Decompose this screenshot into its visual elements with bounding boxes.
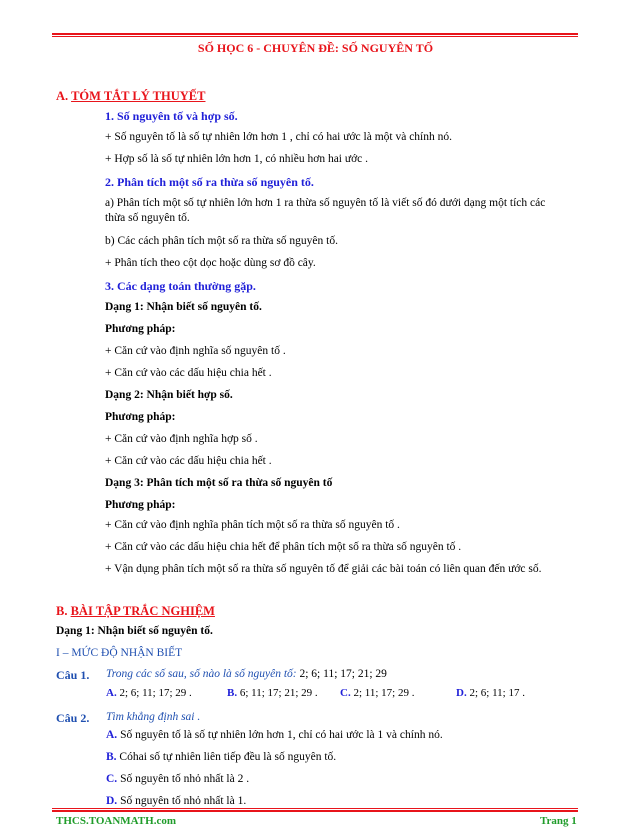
- line-3b: thừa số nguyên tố.: [105, 212, 190, 224]
- line-5: + Phân tích theo cột dọc hoặc dùng sơ đồ cây.: [105, 257, 316, 269]
- method-3-label: Phương pháp:: [105, 499, 176, 511]
- question-1-list: 2; 6; 11; 17; 21; 29: [299, 668, 387, 680]
- option-text: Số nguyên tố nhỏ nhất là 2 .: [120, 773, 250, 785]
- section-b-title: BÀI TẬP TRẮC NGHIỆM: [70, 604, 215, 618]
- option-text: Số nguyên tố nhỏ nhất là 1.: [120, 795, 247, 807]
- line-4: b) Các cách phân tích một số ra thừa số nguyên tố.: [105, 235, 338, 247]
- section-b-prefix: B.: [56, 604, 68, 618]
- header-rule-top: [52, 33, 578, 35]
- heading-2: 2. Phân tích một số ra thừa số nguyên tố.: [105, 175, 314, 189]
- dang-2-item-b: + Căn cứ vào các dấu hiệu chia hết .: [105, 455, 272, 467]
- option-label: A.: [106, 687, 117, 699]
- question-2-text: Tìm khẳng định sai .: [106, 711, 201, 723]
- question-1-option-d[interactable]: [456, 687, 525, 699]
- section-a-prefix: A.: [56, 89, 69, 103]
- page-title: SỐ HỌC 6 - CHUYÊN ĐỀ: SỐ NGUYÊN TỐ: [197, 41, 434, 55]
- option-text: 2; 6; 11; 17 .: [469, 687, 525, 699]
- option-text: 6; 11; 17; 21; 29 .: [239, 687, 318, 699]
- heading-3: 3. Các dạng toán thường gặp.: [105, 279, 256, 293]
- section-b-heading: [56, 604, 215, 619]
- footer-page-number: Trang 1: [540, 815, 577, 827]
- dang-2-title: Dạng 2: Nhận biết hợp số.: [105, 389, 233, 401]
- dang-3-item-a: + Căn cứ vào định nghĩa phân tích một số ra thừa số nguyên tố .: [105, 519, 400, 531]
- option-label: B.: [227, 687, 238, 699]
- dang-3-title: Dạng 3: Phân tích một số ra thừa số nguyên tố: [105, 477, 333, 489]
- header-rule-bottom: [52, 36, 578, 37]
- footer-rule-top: [52, 808, 578, 809]
- option-text: Cóhai số tự nhiên liên tiếp đều là số nguyên tố.: [119, 751, 337, 763]
- option-label: C.: [106, 773, 118, 785]
- section-a-title: TÓM TẮT LÝ THUYẾT: [71, 89, 206, 103]
- question-2-option-a[interactable]: [106, 729, 443, 741]
- footer-rule-bottom: [52, 810, 578, 812]
- question-2-option-b[interactable]: [106, 751, 336, 763]
- method-2-label: Phương pháp:: [105, 411, 176, 423]
- dang-1-item-b: + Căn cứ vào các dấu hiệu chia hết .: [105, 367, 272, 379]
- dang-1-item-a: + Căn cứ vào định nghĩa số nguyên tố .: [105, 345, 286, 357]
- line-3a: a) Phân tích một số tự nhiên lớn hơn 1 ra thừa số nguyên tố là viết số đó dưới dạng một tích các: [105, 197, 546, 209]
- option-label: B.: [106, 751, 117, 763]
- section-b-dang: Dạng 1: Nhận biết số nguyên tố.: [56, 625, 213, 637]
- level-heading: I – MỨC ĐỘ NHẬN BIẾT: [56, 647, 183, 659]
- footer-site-link[interactable]: THCS.TOANMATH.com: [56, 815, 176, 827]
- question-1-prompt: Trong các số sau, số nào là số nguyên tố:: [106, 668, 297, 680]
- dang-3-item-b: + Căn cứ vào các dấu hiệu chia hết để phân tích một số ra thừa số nguyên tố .: [105, 541, 462, 553]
- question-1-text: [106, 668, 387, 680]
- question-1-option-c[interactable]: [340, 687, 414, 699]
- question-1-number: Câu 1.: [56, 668, 90, 682]
- question-2-number: Câu 2.: [56, 711, 90, 725]
- option-label: D.: [456, 687, 467, 699]
- dang-3-item-c: + Vận dụng phân tích một số ra thừa số nguyên tố để giải các bài toán có liên quan đến ước số.: [105, 563, 542, 575]
- question-2-option-d[interactable]: [106, 795, 246, 807]
- dang-2-item-a: + Căn cứ vào định nghĩa hợp số .: [105, 433, 258, 445]
- option-text: 2; 6; 11; 17; 29 .: [119, 687, 192, 699]
- option-text: 2; 11; 17; 29 .: [353, 687, 415, 699]
- question-2-option-c[interactable]: [106, 773, 249, 785]
- question-1-option-a[interactable]: [106, 687, 192, 699]
- method-1-label: Phương pháp:: [105, 323, 176, 335]
- line-1: + Số nguyên tố là số tự nhiên lớn hơn 1 , chỉ có hai ước là một và chính nó.: [105, 131, 453, 143]
- option-label: A.: [106, 729, 118, 741]
- option-label: D.: [106, 795, 118, 807]
- question-1-option-b[interactable]: [227, 687, 318, 699]
- line-2: + Hợp số là số tự nhiên lớn hơn 1, có nhiều hơn hai ước .: [105, 153, 369, 165]
- option-text: Số nguyên tố là số tự nhiên lớn hơn 1, chỉ có hai ước là 1 và chính nó.: [120, 729, 443, 741]
- heading-1: 1. Số nguyên tố và hợp số.: [105, 109, 238, 123]
- section-a-heading: [56, 89, 205, 104]
- option-label: C.: [340, 687, 351, 699]
- dang-1-title: Dạng 1: Nhận biết số nguyên tố.: [105, 301, 262, 313]
